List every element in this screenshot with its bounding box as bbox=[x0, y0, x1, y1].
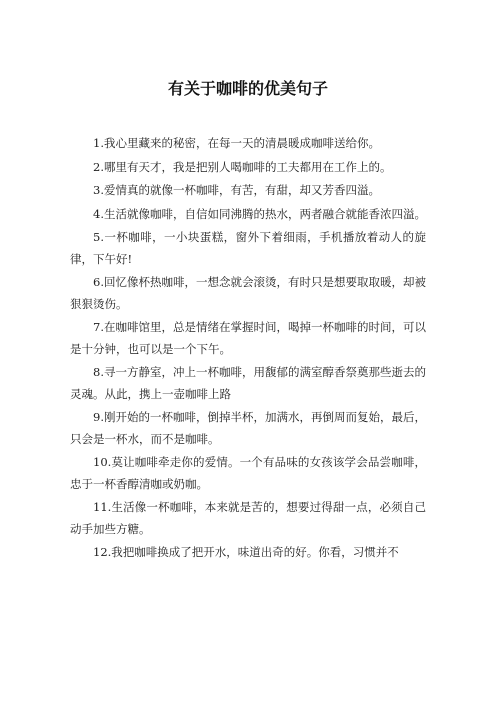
paragraph-12: 12.我把咖啡换成了把开水，味道出奇的好。你看，习惯并不 bbox=[93, 545, 399, 559]
paragraph-4: 4.生活就像咖啡，自信如同沸腾的热水，两者融合就能香浓四溢。 bbox=[93, 206, 426, 221]
paragraph-7: 7.在咖啡馆里，总是情绪在掌握时间，喝掉一杯咖啡的时间，可以是十分钟，也可以是一个下午。 bbox=[70, 320, 426, 356]
paragraph-5: 5.一杯咖啡，一小块蛋糕，窗外下着细雨，手机播放着动人的旋律，下午好! bbox=[70, 230, 426, 266]
page-title: 有关于咖啡的优美句子 bbox=[167, 79, 328, 98]
paragraph-10: 10.莫让咖啡牵走你的爱情。一个有品味的女孩该学会品尝咖啡，忠于一杯香醇清咖或奶咖。 bbox=[70, 455, 426, 491]
document-body bbox=[70, 133, 426, 566]
paragraph-11: 11.生活像一杯咖啡，本来就是苦的，想要过得甜一点，必须自己动手加些方糖。 bbox=[70, 500, 426, 536]
paragraph-8: 8.寻一方静室，冲上一杯咖啡，用馥郁的满室醇香祭奠那些逝去的灵魂。从此，携上一壶咖啡上路 bbox=[70, 365, 426, 401]
paragraph-6: 6.回忆像杯热咖啡，一想念就会滚烫，有时只是想要取取暖，却被狠狠烫伤。 bbox=[70, 275, 426, 311]
paragraph-3: 3.爱情真的就像一杯咖啡，有苦，有甜，却又芳香四溢。 bbox=[93, 183, 380, 197]
paragraph-9: 9.刚开始的一杯咖啡，倒掉半杯，加满水，再倒周而复始，最后，只会是一杯水，而不是咖啡。 bbox=[70, 410, 426, 446]
paragraph-2: 2.哪里有天才，我是把别人喝咖啡的工夫都用在工作上的。 bbox=[93, 159, 392, 174]
paragraph-1: 1.我心里藏来的秘密，在每一天的清晨暖成咖啡送给你。 bbox=[93, 136, 380, 150]
